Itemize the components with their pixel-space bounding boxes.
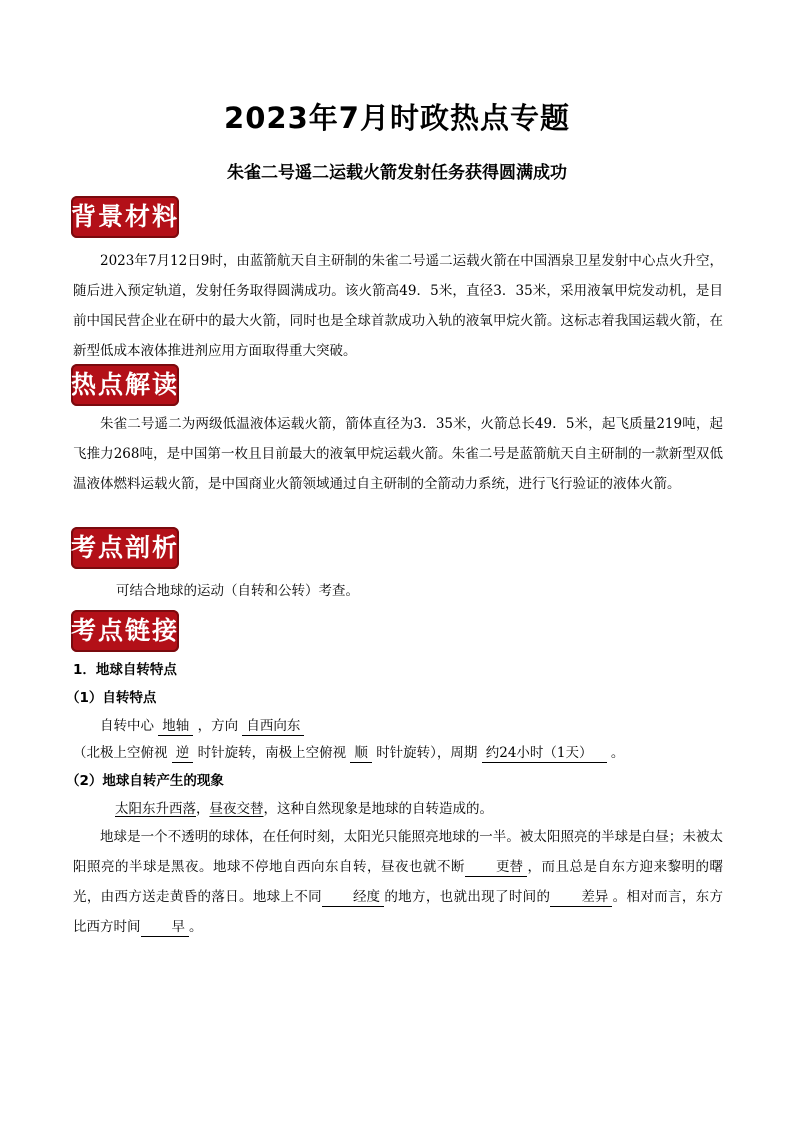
page-subtitle: 朱雀二号遥二运载火箭发射任务获得圆满成功 [227,163,567,183]
answer-early: 早 [141,918,190,937]
section-badge-interpretation: 热点解读 [71,364,179,406]
heading-rotation-phenomena: （2）地球自转产生的现象 [66,773,224,789]
text-segment: 的地方，也就出现了时间的 [384,889,551,905]
section-badge-link: 考点链接 [71,610,179,652]
answer-direction: 自西向东 [242,717,304,736]
answer-longitude: 经度 [322,888,384,907]
answer-cw: 顺 [350,744,372,763]
analysis-paragraph: 可结合地球的运动（自转和公转）考查。 [116,583,359,599]
text-segment: 自转中心 [100,718,154,734]
text-segment: ，方向 [197,718,239,734]
answer-ccw: 逆 [172,744,194,763]
answer-alternate: 更替 [465,858,527,877]
text-segment: 地球是一个不透明的球体，在任何时刻，太阳光只能照亮地球的一半。被太阳照亮的半球是白昼；未被太阳照亮的半球是黑夜。地球不停地自西向东自转，昼夜也就不断 [73,829,723,875]
rotation-center-line [100,711,304,741]
text-segment: 。相对而言，东方比西方时间 [73,889,724,935]
text-segment: ， [196,801,210,817]
text-segment: ，而且总是自东方迎来黎明的曙光，由西方送走黄昏的落日。地球上不同 [73,859,723,905]
text-segment: 时针旋转，南极上空俯视 [197,745,347,761]
answer-period: 约24小时（1天） [482,744,607,763]
day-night-paragraph [73,822,723,942]
text-segment: 时针旋转），周期 [376,745,478,761]
heading-rotation-characteristics: （1）自转特点 [66,690,157,706]
section-badge-analysis: 考点剖析 [71,527,179,569]
answer-axis: 地轴 [158,717,193,736]
interpretation-paragraph: 朱雀二号遥二为两级低温液体运载火箭，箭体直径为3．35米，火箭总长49．5米，起飞质量219吨，起飞推力268吨，是中国第一枚且目前最大的液氧甲烷运载火箭。朱雀二号是蓝箭航天自主研制的一款新型双低温液体燃料运载火箭，是中国商业火箭领域通过自主研制的全箭动力系统，进行飞行验证的液体火箭。 [73,416,723,492]
heading-rotation-features: 1．地球自转特点 [73,662,177,678]
phenomenon-day-night: 昼夜交替 [209,801,264,817]
background-paragraph: 2023年7月12日9时，由蓝箭航天自主研制的朱雀二号遥二运载火箭在中国酒泉卫星发射中心点火升空，随后进入预定轨道，发射任务取得圆满成功。该火箭高49．5米，直径3．35米，采用液氧甲烷发动机，是目前中国民营企业在研中的最大火箭，同时也是全球首款成功入轨的液氧甲烷火箭。这标志着我国运载火箭，在新型低成本液体推进剂应用方面取得重大突破。 [73,253,723,359]
phenomena-line [115,794,493,824]
text-segment: ，这种自然现象是地球的自转造成的。 [263,801,493,817]
text-segment: 。 [189,919,203,935]
page-title: 2023年7月时政热点专题 [224,101,570,135]
section-badge-background: 背景材料 [71,196,179,238]
rotation-period-line [73,738,624,768]
answer-difference: 差异 [550,888,612,907]
text-segment: （北极上空俯视 [73,745,168,761]
text-segment: 。 [610,745,625,761]
phenomenon-sunrise-sunset: 太阳东升西落 [115,801,196,817]
